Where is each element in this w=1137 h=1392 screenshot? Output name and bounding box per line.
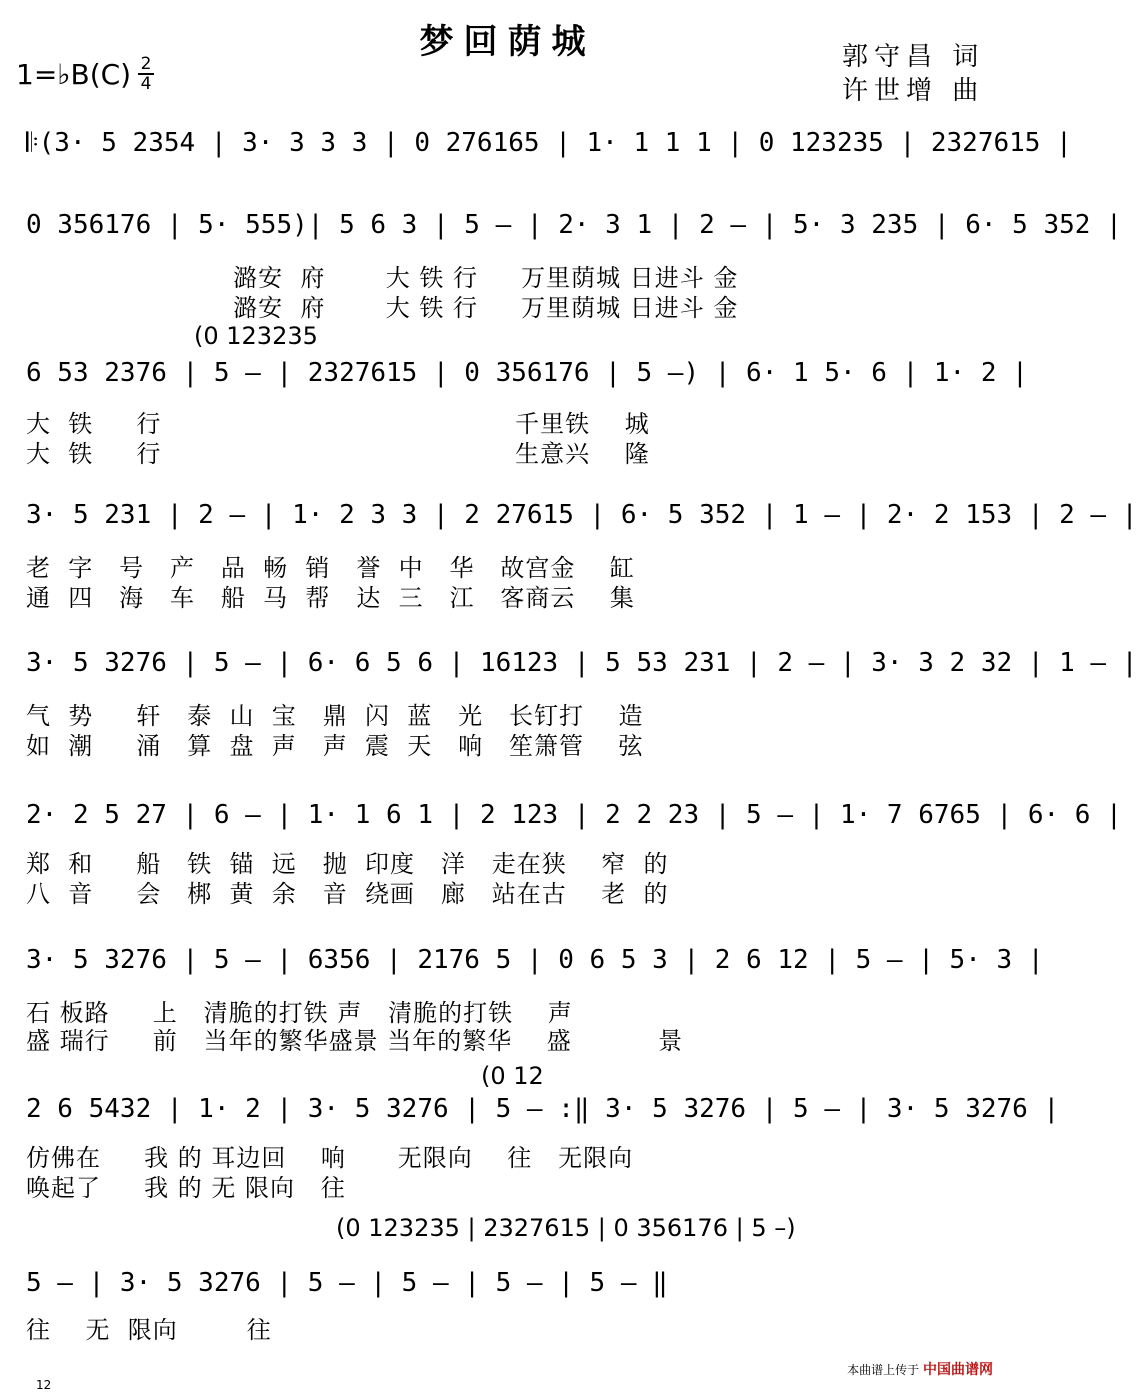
source-label: 本曲谱上传于	[847, 1363, 920, 1377]
lyric-verse-2: 通 四 海 车 船 马 帮 达 三 江 客商云 集	[26, 584, 635, 612]
key-signature: 1=♭B(C)	[16, 58, 132, 91]
notation-line: 3· 5 231 | 2 – | 1· 2 3 3 | 2 27615 | 6· 5 352 | 1 – | 2· 2 153 | 2 – |	[26, 500, 1137, 530]
intro-notation: (0 123235	[194, 322, 318, 350]
time-signature	[138, 56, 154, 92]
lyric-verse-2: 唤起了 我 的 无 限向 往	[26, 1174, 346, 1202]
source-credit	[847, 1359, 993, 1379]
intro-notation: (0 12	[481, 1062, 544, 1090]
lyric-verse-2: 潞安 府 大 铁 行 万里荫城 日进斗 金	[26, 294, 739, 322]
lyric-verse-1: 潞安 府 大 铁 行 万里荫城 日进斗 金	[26, 264, 739, 292]
notation-line: 0 356176 | 5· 555)| 5 6 3 | 5 – | 2· 3 1 | 2 – | 5· 3 235 | 6· 5 352 |	[26, 210, 1122, 240]
page-number: 12	[36, 1378, 52, 1392]
site-logo[interactable]: 中国曲谱网	[923, 1362, 993, 1378]
intro-notation: (0 123235 | 2327615 | 0 356176 | 5 –)	[336, 1214, 796, 1242]
lyric-verse-1: 往 无 限向 往	[26, 1316, 272, 1344]
lyric-verse-1: 大 铁 行 千里铁 城	[26, 410, 650, 438]
lyric-verse-2: 如 潮 涌 算 盘 声 声 震 天 响 笙箫管 弦	[26, 732, 644, 760]
composer-credit: 许世增 曲	[842, 76, 985, 106]
notation-line: 3· 5 3276 | 5 – | 6356 | 2176 5 | 0 6 5 3 | 2 6 12 | 5 – | 5· 3 |	[26, 945, 1044, 975]
lyric-verse-1: 石 板路 上 清脆的打铁 声 清脆的打铁 声	[26, 999, 573, 1027]
lyric-verse-2: 八 音 会 梆 黄 余 音 绕画 廊 站在古 老 的	[26, 880, 669, 908]
lyric-verse-2: 大 铁 行 生意兴 隆	[26, 440, 650, 468]
notation-line: 2· 2 5 27 | 6 – | 1· 1 6 1 | 2 123 | 2 2 23 | 5 – | 1· 7 6765 | 6· 6 |	[26, 800, 1122, 830]
meter-bottom: 4	[140, 74, 152, 94]
notation-line: 5 – | 3· 5 3276 | 5 – | 5 – | 5 – | 5 – ‖	[26, 1268, 668, 1298]
lyric-verse-1: 郑 和 船 铁 锚 远 抛 印度 洋 走在狭 窄 的	[26, 850, 669, 878]
lyricist-credit: 郭守昌 词	[842, 42, 985, 72]
lyric-verse-2: 盛 瑞行 前 当年的繁华盛景 当年的繁华 盛 景	[26, 1027, 684, 1055]
lyric-verse-1: 老 字 号 产 品 畅 销 誉 中 华 故宫金 缸	[26, 554, 635, 582]
lyric-verse-1: 仿佛在 我 的 耳边回 响 无限向 往 无限向	[26, 1144, 634, 1172]
notation-line: 6 53 2376 | 5 – | 2327615 | 0 356176 | 5 –) | 6· 1 5· 6 | 1· 2 |	[26, 358, 1028, 388]
song-title: 梦回荫城	[419, 22, 596, 62]
notation-line: 3· 5 3276 | 5 – | 6· 6 5 6 | 16123 | 5 53 231 | 2 – | 3· 3 2 32 | 1 – |	[26, 648, 1137, 678]
notation-line: 2 6 5432 | 1· 2 | 3· 5 3276 | 5 – :‖ 3· 5 3276 | 5 – | 3· 5 3276 |	[26, 1094, 1060, 1124]
notation-line: 𝄆(3· 5 2354 | 3· 3 3 3 | 0 276165 | 1· 1 1 1 | 0 123235 | 2327615 |	[26, 128, 1072, 158]
meter-top: 2	[140, 54, 152, 74]
lyric-verse-1: 气 势 轩 泰 山 宝 鼎 闪 蓝 光 长钉打 造	[26, 702, 644, 730]
